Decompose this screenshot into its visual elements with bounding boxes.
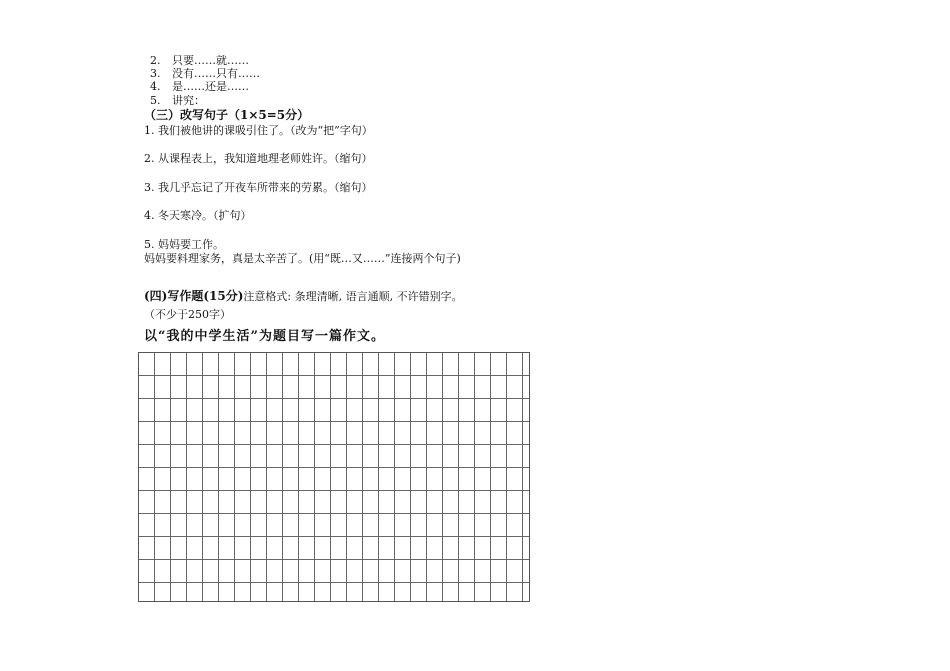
rewrite-question-3: 3. 我几乎忘记了开夜车所带来的劳累。（缩句）	[144, 181, 373, 194]
rewrite-question-2: 2. 从课程表上，我知道地理老师姓许。（缩句）	[144, 152, 373, 165]
rewrite-question-1: 1. 我们被他讲的课吸引住了。（改为“把”字句）	[144, 124, 373, 137]
section4-length-note: （不少于250字）	[144, 308, 231, 321]
section4-title: (四)写作题(15分)	[144, 289, 244, 303]
rewrite-question-5: 5. 妈妈要工作。	[144, 238, 224, 251]
section3-title: （三）改写句子（1×5=5分）	[144, 108, 310, 122]
writing-grid	[138, 352, 530, 602]
essay-prompt: 以“我的中学生活”为题目写一篇作文。	[144, 329, 385, 344]
rewrite-question-5-detail: 妈妈要料理家务，真是太辛苦了。(用“既…又……”连接两个句子)	[144, 252, 461, 265]
list-item: 5. 讲究：	[150, 94, 205, 107]
rewrite-question-4: 4. 冬天寒冷。（扩句）	[144, 209, 252, 222]
section4-heading	[144, 289, 463, 304]
list-item: 2. 只要……就……	[150, 54, 249, 67]
list-item: 3. 没有……只有……	[150, 67, 260, 80]
list-item: 4. 是……还是……	[150, 80, 249, 93]
section4-format-note: 注意格式: 条理清晰, 语言通顺, 不许错别字。	[243, 290, 463, 303]
